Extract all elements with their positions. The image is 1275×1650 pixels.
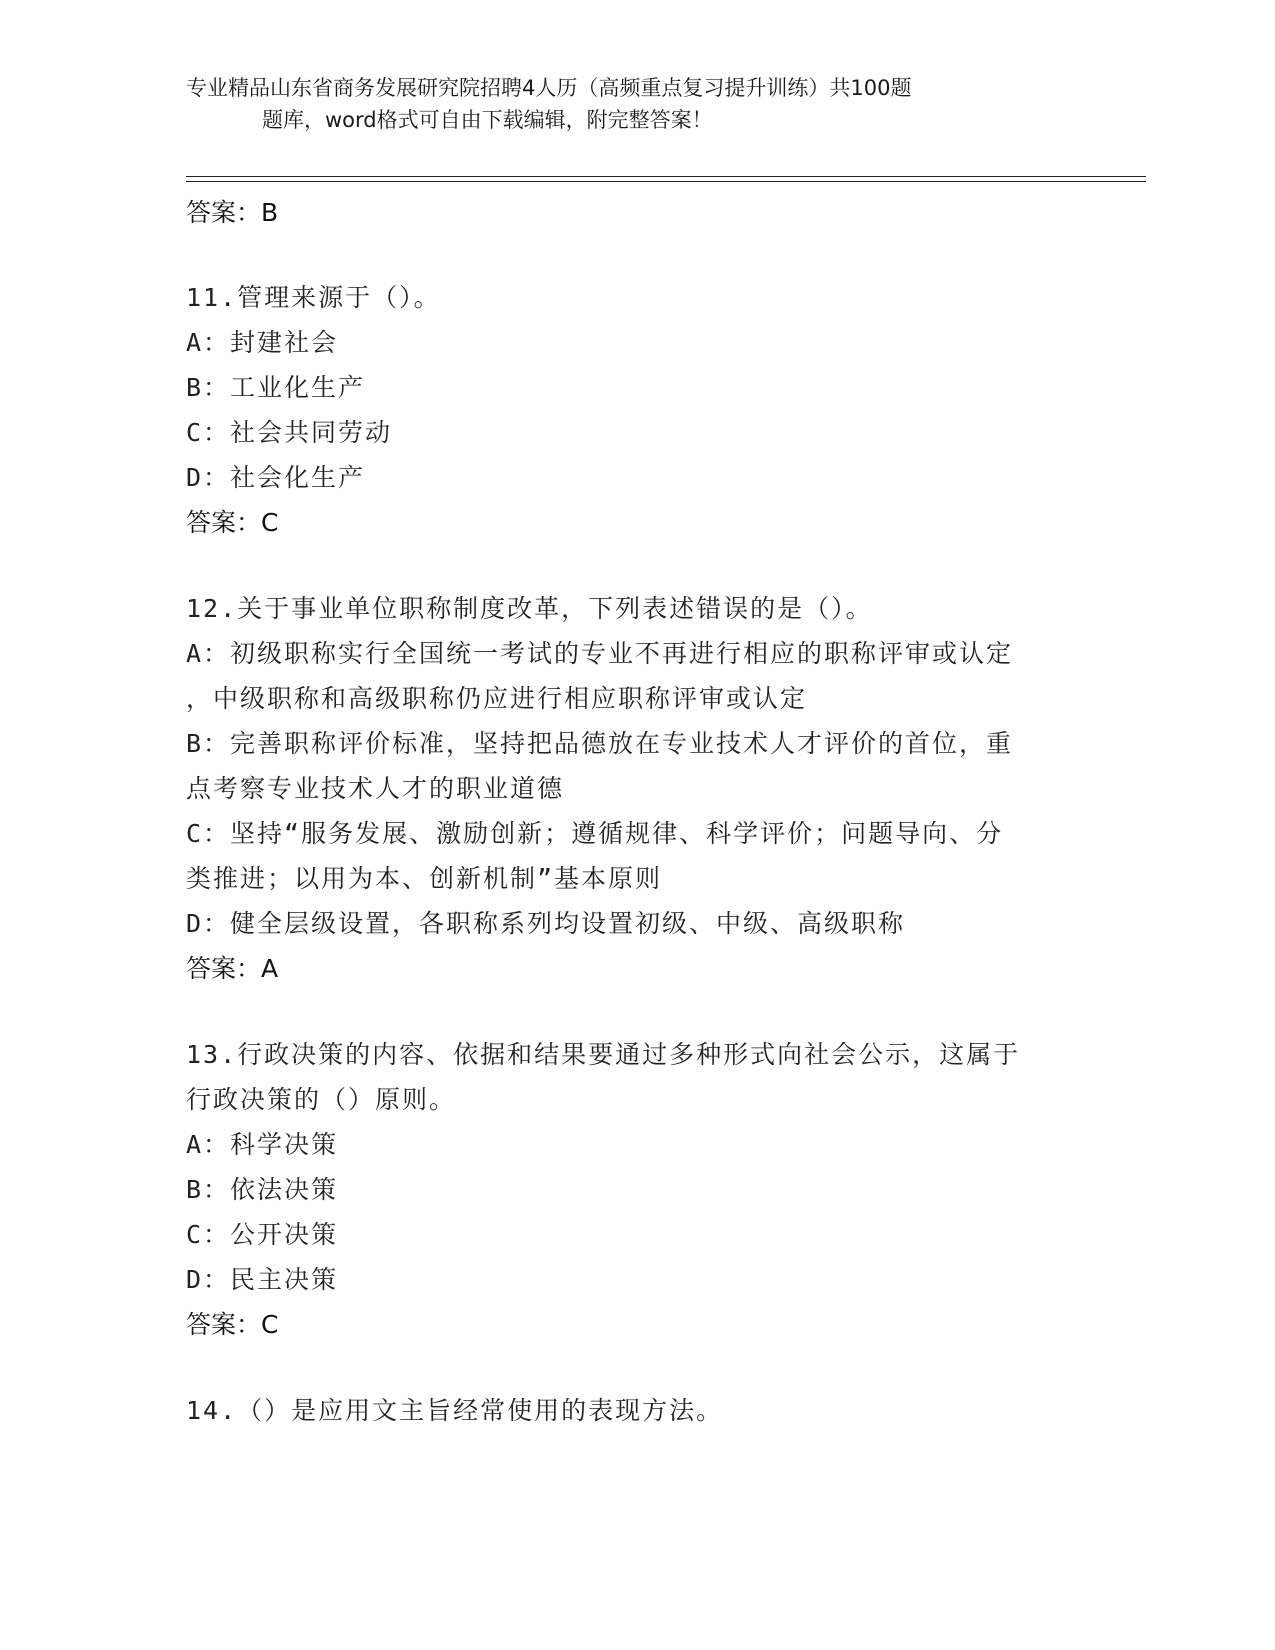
answer-label: 答案： <box>186 954 262 983</box>
option-text: C：坚持“服务发展、激励创新；遵循规律、科学评价；问题导向、分 <box>186 819 1004 848</box>
header-rule-top <box>186 176 1146 177</box>
spacer <box>186 1348 1086 1388</box>
document-header <box>186 72 1086 136</box>
question-text: 行政决策的（）原则。 <box>186 1085 457 1114</box>
answer-label: 答案： <box>186 508 262 537</box>
question-list <box>186 190 1086 1433</box>
option-text: C：社会共同劳动 <box>186 418 393 447</box>
spacer <box>186 992 1086 1032</box>
answer-value: A <box>261 954 279 983</box>
question-text: 14.（）是应用文主旨经常使用的表现方法。 <box>186 1396 724 1425</box>
option-text: D：社会化生产 <box>186 463 366 492</box>
answer-line <box>186 190 1086 236</box>
answer-value: B <box>261 198 279 227</box>
option-text: 类推进；以用为本、创新机制”基本原则 <box>186 864 663 893</box>
spacer <box>186 546 1086 586</box>
header-title-line-1: 专业精品山东省商务发展研究院招聘4人历（高频重点复习提升训练）共100题 <box>186 76 912 100</box>
question-text: 13.行政决策的内容、依据和结果要通过多种形式向社会公示，这属于 <box>186 1040 1021 1069</box>
question-text: 11.管理来源于（）。 <box>186 283 441 312</box>
option-text: B：依法决策 <box>186 1175 339 1204</box>
option-text: A：封建社会 <box>186 328 339 357</box>
answer-label: 答案： <box>186 1310 262 1339</box>
option-text: D：健全层级设置，各职称系列均设置初级、中级、高级职称 <box>186 909 906 938</box>
option-text: D：民主决策 <box>186 1265 339 1294</box>
option-text: A：科学决策 <box>186 1130 339 1159</box>
option-text: B：工业化生产 <box>186 373 366 402</box>
spacer <box>186 236 1086 275</box>
answer-line <box>186 946 1086 992</box>
answer-line <box>186 1302 1086 1348</box>
question-block <box>186 1388 1086 1433</box>
header-title-line-2: 题库，word格式可自由下载编辑，附完整答案！ <box>262 108 713 132</box>
answer-value: C <box>261 508 279 537</box>
answer-value: C <box>261 1310 279 1339</box>
question-text: 12.关于事业单位职称制度改革，下列表述错误的是（）。 <box>186 594 873 623</box>
question-block <box>186 586 1086 992</box>
header-rule-bottom <box>186 181 1146 182</box>
option-text: A：初级职称实行全国统一考试的专业不再进行相应的职称评审或认定 <box>186 639 1014 668</box>
question-block <box>186 275 1086 546</box>
option-text: B：完善职称评价标准，坚持把品德放在专业技术人才评价的首位，重 <box>186 729 1014 758</box>
question-block <box>186 1032 1086 1348</box>
option-text: 点考察专业技术人才的职业道德 <box>186 774 565 803</box>
answer-label: 答案： <box>186 198 262 227</box>
answer-line <box>186 500 1086 546</box>
option-text: ，中级职称和高级职称仍应进行相应职称评审或认定 <box>186 684 808 713</box>
option-text: C：公开决策 <box>186 1220 339 1249</box>
